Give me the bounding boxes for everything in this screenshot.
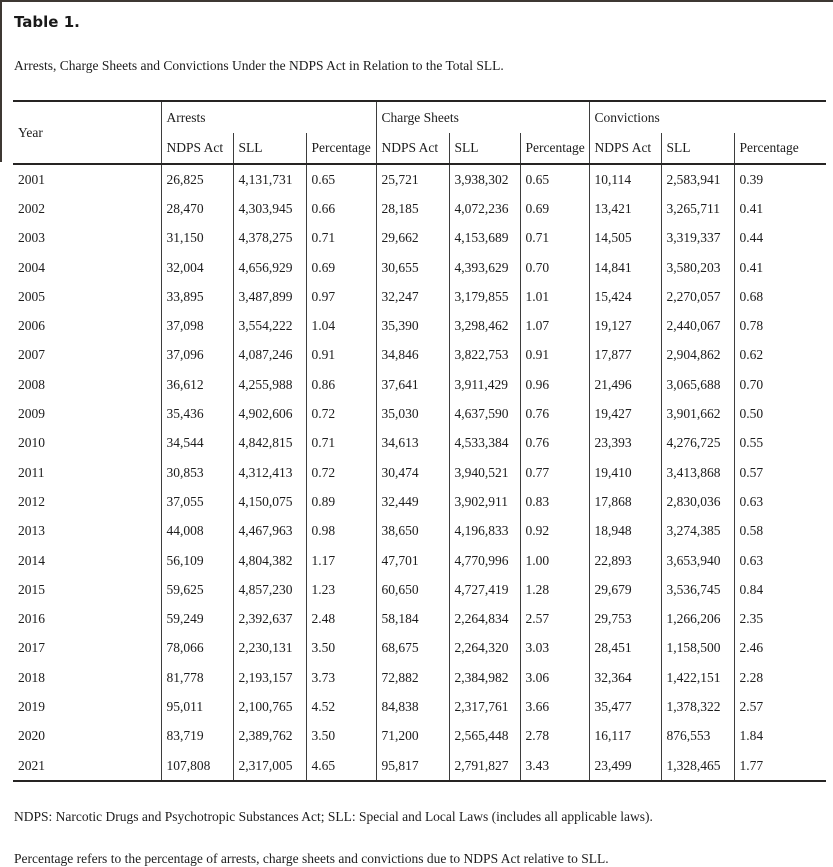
cell-charge-sheets-ndps-act: 30,474	[376, 458, 449, 487]
cell-year: 2002	[18, 200, 45, 216]
cell-convictions-sll: 4,276,725	[661, 429, 734, 458]
cell-charge-sheets-sll: 2,264,320	[449, 634, 520, 663]
cell-arrests-sll: 4,656,929	[233, 253, 306, 282]
cell-charge-sheets-sll: 4,393,629	[449, 253, 520, 282]
cell-convictions-sll: 1,378,322	[661, 692, 734, 721]
cell-charge-sheets-sll: 2,317,761	[449, 692, 520, 721]
cell-convictions-ndps-act: 14,505	[589, 224, 661, 253]
cell-charge-sheets-sll: 4,770,996	[449, 546, 520, 575]
cell-convictions-percentage: 1.84	[734, 722, 826, 751]
cell-charge-sheets-ndps-act: 60,650	[376, 575, 449, 604]
header-charge-sheets-sll: SLL	[449, 133, 520, 164]
cell-convictions-percentage: 0.63	[734, 546, 826, 575]
cell-convictions-percentage: 2.57	[734, 692, 826, 721]
cell-arrests-sll: 2,317,005	[233, 751, 306, 781]
header-year: Year	[13, 101, 161, 164]
cell-year: 2014	[18, 552, 45, 568]
cell-charge-sheets-percentage: 0.70	[520, 253, 589, 282]
cell-arrests-ndps-act: 59,625	[161, 575, 233, 604]
cell-charge-sheets-percentage: 0.69	[520, 194, 589, 223]
cell-charge-sheets-ndps-act: 35,030	[376, 399, 449, 428]
cell-convictions-sll: 3,065,688	[661, 370, 734, 399]
cell-year: 2010	[18, 435, 45, 451]
cell-arrests-percentage: 0.71	[306, 429, 376, 458]
table-row	[13, 194, 826, 223]
cell-charge-sheets-percentage: 0.71	[520, 224, 589, 253]
cell-arrests-percentage: 4.65	[306, 751, 376, 781]
cell-convictions-percentage: 0.55	[734, 429, 826, 458]
cell-convictions-sll: 2,270,057	[661, 282, 734, 311]
cell-charge-sheets-sll: 3,940,521	[449, 458, 520, 487]
cell-convictions-sll: 3,653,940	[661, 546, 734, 575]
cell-convictions-percentage: 2.28	[734, 663, 826, 692]
cell-charge-sheets-percentage: 3.43	[520, 751, 589, 781]
cell-year: 2001	[18, 171, 45, 187]
cell-arrests-sll: 4,467,963	[233, 517, 306, 546]
cell-convictions-ndps-act: 10,114	[589, 164, 661, 194]
cell-arrests-percentage: 0.86	[306, 370, 376, 399]
cell-charge-sheets-ndps-act: 29,662	[376, 224, 449, 253]
cell-charge-sheets-percentage: 3.66	[520, 692, 589, 721]
cell-convictions-sll: 1,266,206	[661, 604, 734, 633]
header-group-arrests: Arrests	[161, 101, 376, 133]
header-arrests-ndps-act: NDPS Act	[166, 140, 224, 155]
cell-arrests-percentage: 2.48	[306, 604, 376, 633]
header-arrests-sll: SLL	[233, 133, 306, 164]
cell-year: 2003	[18, 230, 45, 246]
cell-arrests-percentage: 0.91	[306, 341, 376, 370]
cell-charge-sheets-sll: 4,196,833	[449, 517, 520, 546]
cell-arrests-percentage: 0.71	[306, 224, 376, 253]
table-row	[13, 487, 826, 516]
cell-arrests-sll: 2,389,762	[233, 722, 306, 751]
cell-arrests-ndps-act: 37,096	[161, 341, 233, 370]
cell-convictions-sll: 1,158,500	[661, 634, 734, 663]
cell-convictions-ndps-act: 15,424	[589, 282, 661, 311]
table-row	[13, 399, 826, 428]
cell-charge-sheets-sll: 4,072,236	[449, 194, 520, 223]
cell-convictions-percentage: 0.78	[734, 311, 826, 340]
cell-arrests-percentage: 0.65	[306, 164, 376, 194]
cell-arrests-sll: 2,193,157	[233, 663, 306, 692]
cell-convictions-ndps-act: 28,451	[589, 634, 661, 663]
cell-charge-sheets-percentage: 0.76	[520, 399, 589, 428]
cell-year: 2008	[18, 376, 45, 392]
cell-year: 2021	[18, 757, 45, 773]
cell-convictions-percentage: 0.44	[734, 224, 826, 253]
cell-arrests-ndps-act: 31,150	[161, 224, 233, 253]
cell-year: 2006	[18, 318, 45, 334]
cell-convictions-ndps-act: 14,841	[589, 253, 661, 282]
cell-convictions-percentage: 0.84	[734, 575, 826, 604]
cell-arrests-sll: 2,230,131	[233, 634, 306, 663]
cell-year: 2018	[18, 669, 45, 685]
table-row	[13, 663, 826, 692]
table-row	[13, 604, 826, 633]
cell-arrests-ndps-act: 36,612	[161, 370, 233, 399]
cell-arrests-sll: 4,312,413	[233, 458, 306, 487]
cell-year: 2015	[18, 581, 45, 597]
table-row	[13, 429, 826, 458]
cell-arrests-ndps-act: 95,011	[161, 692, 233, 721]
cell-arrests-percentage: 3.73	[306, 663, 376, 692]
cell-charge-sheets-ndps-act: 32,247	[376, 282, 449, 311]
cell-arrests-percentage: 3.50	[306, 634, 376, 663]
cell-charge-sheets-percentage: 0.65	[520, 164, 589, 194]
cell-charge-sheets-sll: 3,298,462	[449, 311, 520, 340]
cell-charge-sheets-ndps-act: 58,184	[376, 604, 449, 633]
table-caption-label: Table 1.	[14, 13, 80, 31]
cell-arrests-sll: 4,131,731	[233, 164, 306, 194]
cell-charge-sheets-ndps-act: 72,882	[376, 663, 449, 692]
cell-year: 2009	[18, 406, 45, 422]
cell-convictions-percentage: 2.35	[734, 604, 826, 633]
cell-convictions-ndps-act: 29,753	[589, 604, 661, 633]
cell-convictions-percentage: 0.50	[734, 399, 826, 428]
cell-charge-sheets-percentage: 1.01	[520, 282, 589, 311]
cell-arrests-ndps-act: 26,825	[161, 164, 233, 194]
cell-convictions-sll: 2,583,941	[661, 164, 734, 194]
cell-arrests-ndps-act: 34,544	[161, 429, 233, 458]
cell-charge-sheets-sll: 2,264,834	[449, 604, 520, 633]
cell-charge-sheets-ndps-act: 47,701	[376, 546, 449, 575]
cell-charge-sheets-ndps-act: 25,721	[376, 164, 449, 194]
cell-arrests-sll: 4,842,815	[233, 429, 306, 458]
cell-year: 2011	[18, 464, 45, 480]
cell-arrests-percentage: 0.69	[306, 253, 376, 282]
cell-charge-sheets-percentage: 0.96	[520, 370, 589, 399]
header-convictions-ndps-act: NDPS Act	[589, 133, 661, 164]
cell-charge-sheets-sll: 2,384,982	[449, 663, 520, 692]
cell-convictions-ndps-act: 32,364	[589, 663, 661, 692]
cell-convictions-ndps-act: 29,679	[589, 575, 661, 604]
table-row	[13, 224, 826, 253]
cell-convictions-percentage: 2.46	[734, 634, 826, 663]
cell-charge-sheets-ndps-act: 30,655	[376, 253, 449, 282]
cell-charge-sheets-percentage: 3.06	[520, 663, 589, 692]
cell-arrests-sll: 4,087,246	[233, 341, 306, 370]
cell-charge-sheets-percentage: 1.07	[520, 311, 589, 340]
cell-arrests-sll: 4,857,230	[233, 575, 306, 604]
cell-arrests-ndps-act: 28,470	[161, 194, 233, 223]
cell-year: 2012	[18, 493, 45, 509]
cell-convictions-sll: 3,274,385	[661, 517, 734, 546]
cell-convictions-sll: 3,536,745	[661, 575, 734, 604]
cell-charge-sheets-percentage: 1.28	[520, 575, 589, 604]
table-row	[13, 546, 826, 575]
table-row	[13, 341, 826, 370]
cell-arrests-percentage: 0.89	[306, 487, 376, 516]
cell-charge-sheets-ndps-act: 34,846	[376, 341, 449, 370]
cell-charge-sheets-sll: 3,902,911	[449, 487, 520, 516]
cell-charge-sheets-sll: 3,911,429	[449, 370, 520, 399]
table-caption-description: Arrests, Charge Sheets and Convictions Under the NDPS Act in Relation to the Total SLL.	[14, 58, 504, 73]
cell-charge-sheets-ndps-act: 68,675	[376, 634, 449, 663]
cell-arrests-sll: 4,303,945	[233, 194, 306, 223]
table-row	[13, 722, 826, 751]
cell-convictions-ndps-act: 23,499	[589, 751, 661, 781]
cell-convictions-ndps-act: 18,948	[589, 517, 661, 546]
cell-arrests-ndps-act: 33,895	[161, 282, 233, 311]
cell-charge-sheets-sll: 3,938,302	[449, 164, 520, 194]
cell-arrests-sll: 2,392,637	[233, 604, 306, 633]
cell-convictions-sll: 1,328,465	[661, 751, 734, 781]
table-row	[13, 692, 826, 721]
cell-arrests-ndps-act: 35,436	[161, 399, 233, 428]
cell-arrests-ndps-act: 37,098	[161, 311, 233, 340]
note-percentage-definition: Percentage refers to the percentage of arrests, charge sheets and convictions due to NDPS Act relative to SLL.	[14, 851, 609, 867]
cell-convictions-sll: 2,830,036	[661, 487, 734, 516]
cell-convictions-sll: 3,319,337	[661, 224, 734, 253]
cell-convictions-ndps-act: 13,421	[589, 194, 661, 223]
cell-year: 2007	[18, 347, 45, 363]
cell-convictions-ndps-act: 21,496	[589, 370, 661, 399]
cell-convictions-percentage: 0.41	[734, 194, 826, 223]
cell-arrests-sll: 3,487,899	[233, 282, 306, 311]
cell-charge-sheets-percentage: 0.83	[520, 487, 589, 516]
cell-arrests-percentage: 0.66	[306, 194, 376, 223]
page-top-edge-line	[0, 0, 833, 2]
table-row	[13, 164, 826, 194]
cell-convictions-sll: 2,904,862	[661, 341, 734, 370]
cell-convictions-percentage: 0.58	[734, 517, 826, 546]
cell-charge-sheets-ndps-act: 95,817	[376, 751, 449, 781]
cell-convictions-ndps-act: 19,410	[589, 458, 661, 487]
cell-convictions-sll: 3,265,711	[661, 194, 734, 223]
cell-year: 2020	[18, 728, 45, 744]
table-row	[13, 253, 826, 282]
cell-arrests-sll: 2,100,765	[233, 692, 306, 721]
cell-convictions-ndps-act: 17,868	[589, 487, 661, 516]
cell-arrests-ndps-act: 107,808	[161, 751, 233, 781]
cell-year: 2017	[18, 640, 45, 656]
cell-convictions-sll: 2,440,067	[661, 311, 734, 340]
page-left-edge-line	[0, 0, 2, 162]
table-row	[13, 634, 826, 663]
cell-arrests-percentage: 3.50	[306, 722, 376, 751]
cell-charge-sheets-percentage: 0.76	[520, 429, 589, 458]
table-row	[13, 458, 826, 487]
cell-charge-sheets-ndps-act: 28,185	[376, 194, 449, 223]
cell-charge-sheets-ndps-act: 34,613	[376, 429, 449, 458]
table-row	[13, 517, 826, 546]
table-header-group-row	[13, 101, 826, 133]
cell-convictions-percentage: 0.57	[734, 458, 826, 487]
cell-charge-sheets-percentage: 3.03	[520, 634, 589, 663]
cell-year: 2013	[18, 523, 45, 539]
cell-charge-sheets-sll: 2,791,827	[449, 751, 520, 781]
header-arrests-percentage: Percentage	[306, 133, 376, 164]
cell-arrests-percentage: 0.72	[306, 458, 376, 487]
cell-arrests-ndps-act: 83,719	[161, 722, 233, 751]
cell-year: 2016	[18, 611, 45, 627]
cell-charge-sheets-percentage: 2.78	[520, 722, 589, 751]
note-abbreviations: NDPS: Narcotic Drugs and Psychotropic Substances Act; SLL: Special and Local Laws (includes all applicable laws).	[14, 809, 653, 825]
cell-arrests-sll: 4,255,988	[233, 370, 306, 399]
cell-charge-sheets-sll: 2,565,448	[449, 722, 520, 751]
cell-year: 2005	[18, 288, 45, 304]
table-row	[13, 282, 826, 311]
cell-charge-sheets-ndps-act: 35,390	[376, 311, 449, 340]
cell-charge-sheets-ndps-act: 71,200	[376, 722, 449, 751]
cell-convictions-percentage: 1.77	[734, 751, 826, 781]
cell-charge-sheets-percentage: 0.77	[520, 458, 589, 487]
cell-arrests-sll: 3,554,222	[233, 311, 306, 340]
table-row	[13, 575, 826, 604]
cell-arrests-ndps-act: 30,853	[161, 458, 233, 487]
cell-charge-sheets-ndps-act: 32,449	[376, 487, 449, 516]
cell-convictions-sll: 3,413,868	[661, 458, 734, 487]
cell-charge-sheets-sll: 3,822,753	[449, 341, 520, 370]
cell-arrests-percentage: 0.98	[306, 517, 376, 546]
cell-charge-sheets-percentage: 2.57	[520, 604, 589, 633]
cell-charge-sheets-sll: 4,533,384	[449, 429, 520, 458]
cell-convictions-ndps-act: 17,877	[589, 341, 661, 370]
cell-charge-sheets-percentage: 1.00	[520, 546, 589, 575]
cell-convictions-ndps-act: 16,117	[589, 722, 661, 751]
header-convictions-percentage: Percentage	[734, 133, 826, 164]
cell-convictions-ndps-act: 23,393	[589, 429, 661, 458]
cell-convictions-sll: 876,553	[661, 722, 734, 751]
cell-arrests-percentage: 1.23	[306, 575, 376, 604]
cell-year: 2019	[18, 698, 45, 714]
table-row	[13, 370, 826, 399]
cell-arrests-percentage: 0.97	[306, 282, 376, 311]
cell-charge-sheets-ndps-act: 38,650	[376, 517, 449, 546]
cell-convictions-percentage: 0.41	[734, 253, 826, 282]
cell-convictions-percentage: 0.70	[734, 370, 826, 399]
cell-arrests-ndps-act: 37,055	[161, 487, 233, 516]
cell-convictions-percentage: 0.39	[734, 164, 826, 194]
header-group-convictions: Convictions	[589, 101, 826, 133]
cell-arrests-sll: 4,150,075	[233, 487, 306, 516]
cell-convictions-ndps-act: 35,477	[589, 692, 661, 721]
cell-charge-sheets-sll: 4,727,419	[449, 575, 520, 604]
header-charge-sheets-percentage: Percentage	[520, 133, 589, 164]
cell-arrests-sll: 4,804,382	[233, 546, 306, 575]
cell-convictions-percentage: 0.63	[734, 487, 826, 516]
table-row	[13, 751, 826, 781]
table-row	[13, 311, 826, 340]
cell-charge-sheets-ndps-act: 84,838	[376, 692, 449, 721]
cell-convictions-ndps-act: 19,427	[589, 399, 661, 428]
ndps-sll-data-table	[13, 100, 826, 782]
header-convictions-sll: SLL	[661, 133, 734, 164]
cell-arrests-percentage: 1.04	[306, 311, 376, 340]
cell-convictions-sll: 3,580,203	[661, 253, 734, 282]
cell-arrests-percentage: 4.52	[306, 692, 376, 721]
cell-convictions-sll: 3,901,662	[661, 399, 734, 428]
cell-arrests-sll: 4,902,606	[233, 399, 306, 428]
cell-convictions-percentage: 0.68	[734, 282, 826, 311]
cell-arrests-ndps-act: 44,008	[161, 517, 233, 546]
cell-convictions-percentage: 0.62	[734, 341, 826, 370]
cell-convictions-ndps-act: 22,893	[589, 546, 661, 575]
cell-arrests-sll: 4,378,275	[233, 224, 306, 253]
header-group-charge-sheets: Charge Sheets	[376, 101, 589, 133]
cell-arrests-ndps-act: 78,066	[161, 634, 233, 663]
cell-arrests-percentage: 1.17	[306, 546, 376, 575]
table-body	[13, 164, 826, 781]
cell-arrests-ndps-act: 32,004	[161, 253, 233, 282]
cell-year: 2004	[18, 259, 45, 275]
table-header	[13, 101, 826, 164]
cell-charge-sheets-percentage: 0.91	[520, 341, 589, 370]
cell-charge-sheets-sll: 4,153,689	[449, 224, 520, 253]
cell-charge-sheets-sll: 4,637,590	[449, 399, 520, 428]
cell-arrests-ndps-act: 59,249	[161, 604, 233, 633]
cell-charge-sheets-ndps-act: 37,641	[376, 370, 449, 399]
cell-convictions-sll: 1,422,151	[661, 663, 734, 692]
header-charge-sheets-ndps-act: NDPS Act	[376, 133, 449, 164]
cell-convictions-ndps-act: 19,127	[589, 311, 661, 340]
cell-charge-sheets-percentage: 0.92	[520, 517, 589, 546]
cell-charge-sheets-sll: 3,179,855	[449, 282, 520, 311]
cell-arrests-ndps-act: 56,109	[161, 546, 233, 575]
cell-arrests-ndps-act: 81,778	[161, 663, 233, 692]
cell-arrests-percentage: 0.72	[306, 399, 376, 428]
